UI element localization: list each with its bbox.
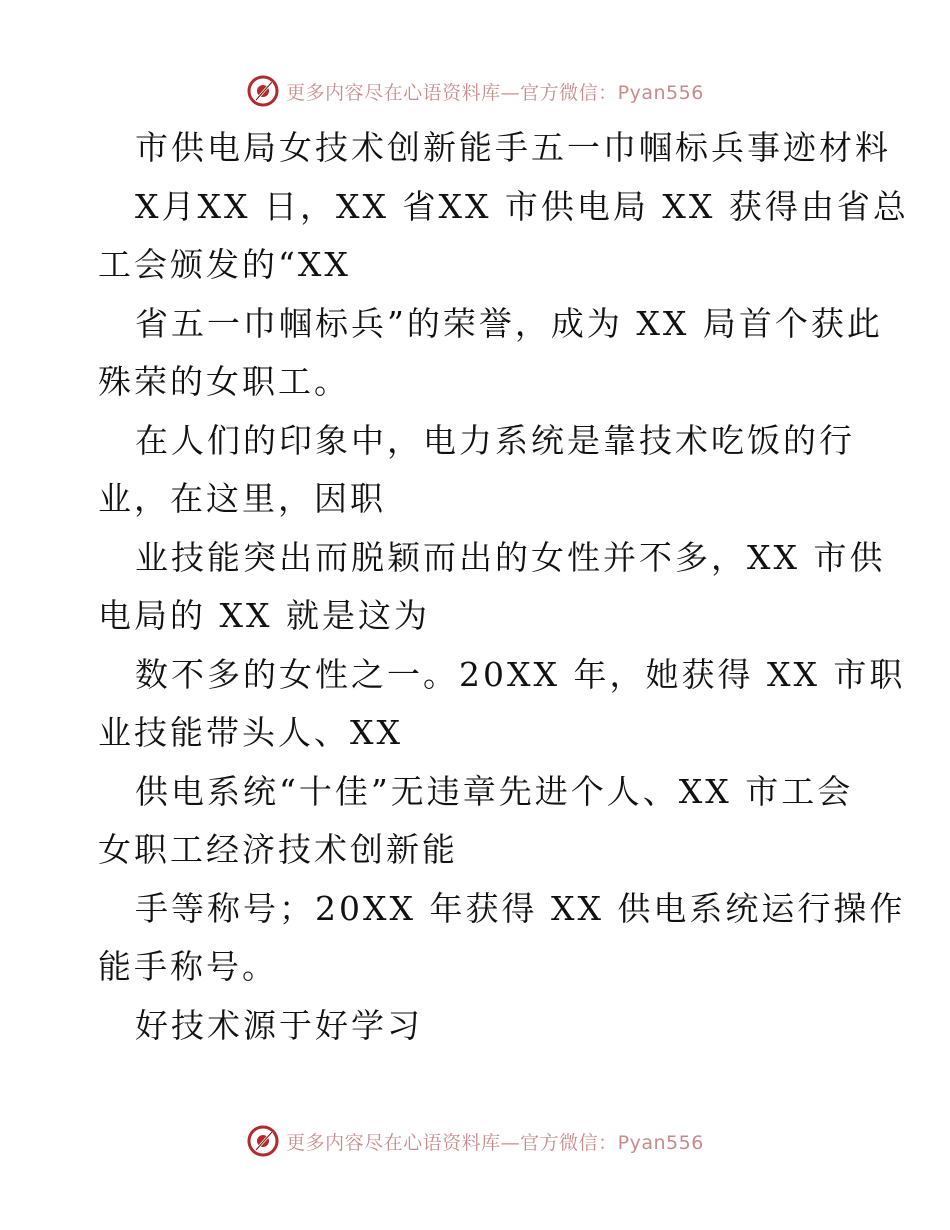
paragraph-line: 供电系统“十佳”无违章先进个人、XX 市工会	[135, 771, 854, 811]
watermark-footer	[0, 1121, 950, 1161]
paragraph-line: 殊荣的女职工。	[98, 362, 350, 401]
red-circle-logo-icon	[246, 1124, 280, 1158]
paragraph-line: 电局的 XX 就是这为	[98, 596, 430, 635]
watermark-text: 更多内容尽在心语资料库—官方微信：Pyan556	[286, 81, 704, 104]
paragraph-line: 数不多的女性之一。20XX 年，她获得 XX 市职	[135, 654, 906, 694]
paragraph-line: 工会颁发的“XX	[98, 245, 351, 284]
paragraph-line: 业技能突出而脱颖而出的女性并不多，XX 市供	[135, 537, 886, 577]
watermark-text: 更多内容尽在心语资料库—官方微信：Pyan556	[286, 1131, 704, 1154]
paragraph-line: 业，在这里，因职	[98, 479, 386, 518]
paragraph-line: 省五一巾帼标兵”的荣誉，成为 XX 局首个获此	[135, 303, 883, 343]
paragraph-line: 好技术源于好学习	[135, 1005, 423, 1045]
paragraph-line: 女职工经济技术创新能	[98, 830, 458, 869]
red-circle-logo-icon	[246, 74, 280, 108]
paragraph-line: 能手称号。	[98, 947, 278, 986]
document-title: 市供电局女技术创新能手五一巾帼标兵事迹材料	[135, 128, 891, 167]
watermark-header	[0, 71, 950, 111]
paragraph-line: 在人们的印象中，电力系统是靠技术吃饭的行	[135, 420, 855, 460]
paragraph-line: X月XX 日，XX 省XX 市供电局 XX 获得由省总	[135, 186, 909, 226]
document-body	[98, 119, 909, 1055]
paragraph-line: 业技能带头人、XX	[98, 713, 403, 752]
paragraph-line: 手等称号；20XX 年获得 XX 供电系统运行操作	[135, 888, 906, 928]
